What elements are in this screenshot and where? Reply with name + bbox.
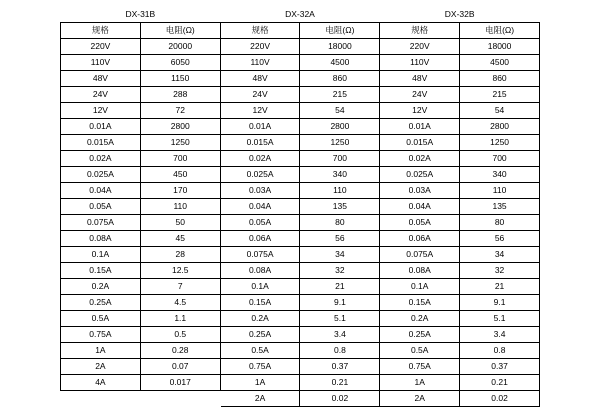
- cell: 0.05A: [61, 199, 141, 215]
- cell: 0.03A: [220, 183, 300, 199]
- header-spec-2: 规格: [220, 23, 300, 39]
- cell: 0.075A: [61, 215, 141, 231]
- cell: 0.015A: [220, 135, 300, 151]
- cell: 18000: [460, 39, 540, 55]
- cell: 12V: [380, 103, 460, 119]
- cell: 4.5: [140, 295, 220, 311]
- cell: 0.15A: [380, 295, 460, 311]
- cell: 0.08A: [380, 263, 460, 279]
- cell: 21: [300, 279, 380, 295]
- cell: 7: [140, 279, 220, 295]
- cell: 0.08A: [220, 263, 300, 279]
- resistance-table: [60, 6, 540, 407]
- cell: 0.1A: [220, 279, 300, 295]
- cell: 860: [460, 71, 540, 87]
- cell: 1.1: [140, 311, 220, 327]
- cell: 6050: [140, 55, 220, 71]
- cell: 21: [460, 279, 540, 295]
- cell: 56: [460, 231, 540, 247]
- cell: 80: [300, 215, 380, 231]
- cell: 12.5: [140, 263, 220, 279]
- column-header-row: [61, 23, 540, 39]
- table-body: [61, 6, 540, 407]
- cell: 0.04A: [61, 183, 141, 199]
- cell: 0.2A: [61, 279, 141, 295]
- cell: 0.5: [140, 327, 220, 343]
- cell: 0.75A: [380, 359, 460, 375]
- cell: 3.4: [300, 327, 380, 343]
- cell: 0.02A: [220, 151, 300, 167]
- table-row: [61, 263, 540, 279]
- cell-empty: [61, 391, 141, 407]
- cell: 34: [300, 247, 380, 263]
- cell: 0.01A: [220, 119, 300, 135]
- cell: 0.75A: [61, 327, 141, 343]
- cell: 450: [140, 167, 220, 183]
- cell: 0.01A: [380, 119, 460, 135]
- cell: 0.25A: [380, 327, 460, 343]
- cell: 0.25A: [220, 327, 300, 343]
- cell: 0.02: [300, 391, 380, 407]
- cell: 5.1: [300, 311, 380, 327]
- cell: 0.21: [300, 375, 380, 391]
- table-row: [61, 391, 540, 407]
- cell: 1A: [220, 375, 300, 391]
- table-row: [61, 167, 540, 183]
- cell: 1250: [300, 135, 380, 151]
- cell: 110V: [61, 55, 141, 71]
- cell: 0.06A: [380, 231, 460, 247]
- cell: 110: [300, 183, 380, 199]
- cell: 0.5A: [380, 343, 460, 359]
- cell: 0.37: [460, 359, 540, 375]
- cell: 45: [140, 231, 220, 247]
- cell: 0.075A: [220, 247, 300, 263]
- table-row: [61, 119, 540, 135]
- cell-empty: [140, 391, 220, 407]
- cell: 48V: [380, 71, 460, 87]
- cell: 0.75A: [220, 359, 300, 375]
- cell: 135: [460, 199, 540, 215]
- cell: 24V: [380, 87, 460, 103]
- cell: 0.02: [460, 391, 540, 407]
- cell: 110: [460, 183, 540, 199]
- cell: 340: [300, 167, 380, 183]
- cell: 2A: [220, 391, 300, 407]
- header-resistance-1: 电阻(Ω): [140, 23, 220, 39]
- table-row: [61, 55, 540, 71]
- table-row: [61, 215, 540, 231]
- cell: 32: [300, 263, 380, 279]
- cell: 0.15A: [61, 263, 141, 279]
- cell: 110V: [380, 55, 460, 71]
- table-row: [61, 279, 540, 295]
- cell: 2A: [380, 391, 460, 407]
- group-title-dx31b: DX-31B: [125, 8, 156, 19]
- cell: 700: [460, 151, 540, 167]
- group-title-dx32b: DX-32B: [444, 8, 475, 19]
- table-row: [61, 87, 540, 103]
- cell: 0.015A: [61, 135, 141, 151]
- cell: 0.03A: [380, 183, 460, 199]
- table-row: [61, 151, 540, 167]
- cell: 0.04A: [220, 199, 300, 215]
- cell: 32: [460, 263, 540, 279]
- cell: 0.05A: [380, 215, 460, 231]
- cell: 2800: [300, 119, 380, 135]
- cell: 0.21: [460, 375, 540, 391]
- cell: 34: [460, 247, 540, 263]
- group-header-row: [61, 6, 540, 23]
- cell: 0.15A: [220, 295, 300, 311]
- header-spec-1: 规格: [61, 23, 141, 39]
- cell: 1150: [140, 71, 220, 87]
- table-row: [61, 247, 540, 263]
- cell: 0.04A: [380, 199, 460, 215]
- cell: 288: [140, 87, 220, 103]
- header-resistance-2: 电阻(Ω): [300, 23, 380, 39]
- cell: 0.37: [300, 359, 380, 375]
- table-row: [61, 327, 540, 343]
- cell: 4500: [300, 55, 380, 71]
- table-row: [61, 311, 540, 327]
- cell: 215: [460, 87, 540, 103]
- cell: 24V: [220, 87, 300, 103]
- cell: 9.1: [460, 295, 540, 311]
- cell: 340: [460, 167, 540, 183]
- cell: 20000: [140, 39, 220, 55]
- group-title-dx32a: DX-32A: [285, 8, 315, 19]
- cell: 0.2A: [220, 311, 300, 327]
- cell: 28: [140, 247, 220, 263]
- table-row: [61, 183, 540, 199]
- table-row: [61, 343, 540, 359]
- cell: 0.025A: [380, 167, 460, 183]
- cell: 3.4: [460, 327, 540, 343]
- table-row: [61, 231, 540, 247]
- cell: 220V: [220, 39, 300, 55]
- cell: 0.01A: [61, 119, 141, 135]
- table-row: [61, 103, 540, 119]
- cell: 1250: [460, 135, 540, 151]
- cell: 110: [140, 199, 220, 215]
- cell: 0.017: [140, 375, 220, 391]
- cell: 215: [300, 87, 380, 103]
- cell: 0.015A: [380, 135, 460, 151]
- cell: 56: [300, 231, 380, 247]
- cell: 1A: [380, 375, 460, 391]
- table-row: [61, 199, 540, 215]
- header-resistance-3: 电阻(Ω): [460, 23, 540, 39]
- cell: 24V: [61, 87, 141, 103]
- cell: 0.05A: [220, 215, 300, 231]
- table-row: [61, 39, 540, 55]
- cell: 1A: [61, 343, 141, 359]
- cell: 54: [300, 103, 380, 119]
- table-row: [61, 71, 540, 87]
- cell: 12V: [61, 103, 141, 119]
- cell: 0.2A: [380, 311, 460, 327]
- cell: 0.8: [300, 343, 380, 359]
- cell: 860: [300, 71, 380, 87]
- cell: 220V: [61, 39, 141, 55]
- cell: 2A: [61, 359, 141, 375]
- table-row: [61, 295, 540, 311]
- cell: 12V: [220, 103, 300, 119]
- header-spec-3: 规格: [380, 23, 460, 39]
- cell: 0.07: [140, 359, 220, 375]
- cell: 1250: [140, 135, 220, 151]
- table-row: [61, 375, 540, 391]
- cell: 80: [460, 215, 540, 231]
- cell: 700: [140, 151, 220, 167]
- cell: 220V: [380, 39, 460, 55]
- cell: 2800: [460, 119, 540, 135]
- cell: 72: [140, 103, 220, 119]
- cell: 2800: [140, 119, 220, 135]
- cell: 0.28: [140, 343, 220, 359]
- cell: 0.8: [460, 343, 540, 359]
- cell: 700: [300, 151, 380, 167]
- cell: 9.1: [300, 295, 380, 311]
- cell: 0.025A: [61, 167, 141, 183]
- cell: 0.06A: [220, 231, 300, 247]
- cell: 4500: [460, 55, 540, 71]
- table-row: [61, 135, 540, 151]
- cell: 50: [140, 215, 220, 231]
- cell: 0.1A: [61, 247, 141, 263]
- cell: 0.5A: [61, 311, 141, 327]
- cell: 170: [140, 183, 220, 199]
- cell: 48V: [220, 71, 300, 87]
- cell: 110V: [220, 55, 300, 71]
- cell: 0.5A: [220, 343, 300, 359]
- cell: 18000: [300, 39, 380, 55]
- cell: 5.1: [460, 311, 540, 327]
- cell: 0.08A: [61, 231, 141, 247]
- cell: 48V: [61, 71, 141, 87]
- cell: 0.025A: [220, 167, 300, 183]
- cell: 0.02A: [61, 151, 141, 167]
- cell: 0.02A: [380, 151, 460, 167]
- table-row: [61, 359, 540, 375]
- cell: 0.075A: [380, 247, 460, 263]
- cell: 54: [460, 103, 540, 119]
- cell: 0.1A: [380, 279, 460, 295]
- cell: 135: [300, 199, 380, 215]
- cell: 0.25A: [61, 295, 141, 311]
- cell: 4A: [61, 375, 141, 391]
